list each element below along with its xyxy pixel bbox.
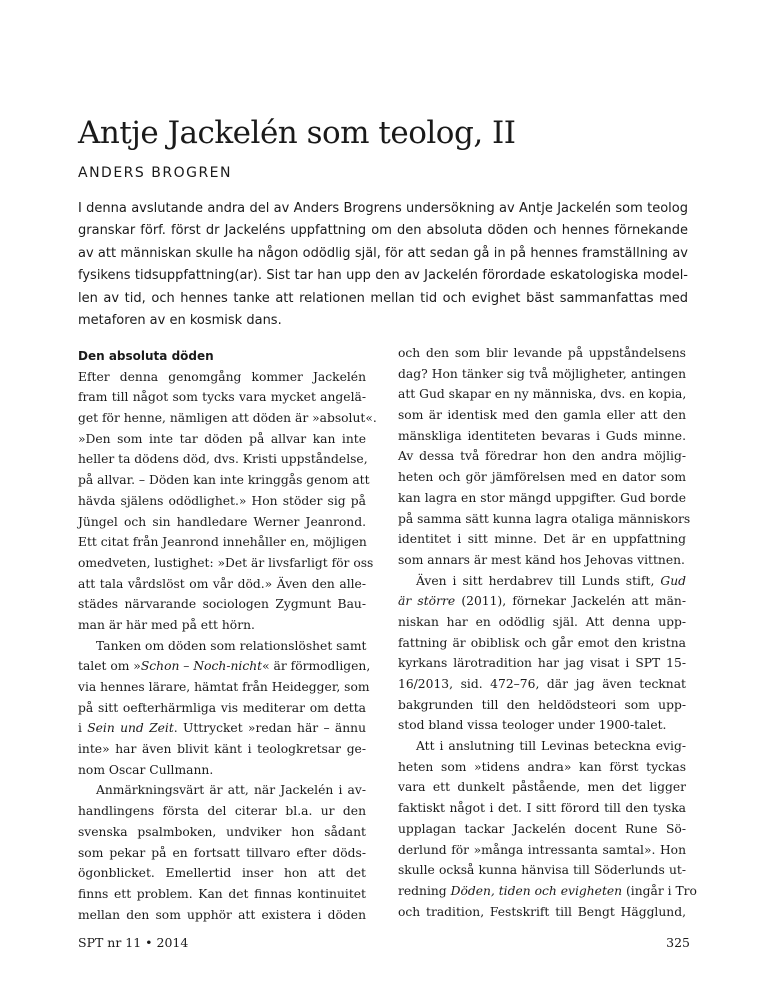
text-line: Anmärkningsvärt är att, när Jackelén i av-: [96, 783, 366, 798]
abstract-line: granskar förf. först dr Jackeléns uppfattning om den absoluta döden och hennes förnekande: [78, 223, 688, 239]
abstract-line: I denna avslutande andra del av Anders Brogrens undersökning av Antje Jackelén som teolog: [78, 201, 688, 216]
text-line: skulle också kunna hänvisa till Söderlunds ut-: [398, 863, 686, 878]
text-line: Av dessa två föredrar hon den andra möjlig-: [398, 449, 686, 464]
abstract-line: metaforen av en kosmisk dans.: [78, 312, 282, 328]
left-column: [78, 346, 377, 925]
text-line: ögonblicket. Emellertid inser hon att det: [78, 866, 366, 881]
text-line: upplagan tackar Jackelén docent Rune Sö-: [398, 821, 686, 836]
journal-issue: SPT nr 11 • 2014: [78, 935, 189, 950]
text-line: att tala vårdslöst om vår död.» Även den alle-: [78, 576, 366, 591]
text-line: via hennes lärare, hämtat från Heidegger, som: [78, 680, 370, 694]
text-line: get för henne, nämligen att döden är »absolut«.: [78, 411, 377, 426]
text-line: finns ett problem. Kan det finnas kontinuitet: [78, 886, 366, 901]
text-line: redning Döden, tiden och evigheten (ingår i Tro: [398, 883, 697, 898]
text-line: svenska psalmboken, undviker hon sådant: [78, 824, 366, 839]
text-line: Jüngel och sin handledare Werner Jeanrond.: [78, 514, 366, 529]
text-line: kyrkans lärotradition har jag visat i SPT 15-: [398, 656, 686, 671]
text-line: som annars är mest känd hos Jehovas vittnen.: [398, 552, 685, 567]
text-line: på allvar. – Döden kan inte kringgås genom att: [78, 473, 370, 488]
text-line: vara ett dunkelt påstående, men det ligger: [398, 780, 686, 795]
text-line: på sitt oefterhärmliga vis mediterar om detta: [78, 700, 366, 715]
text-line: Tanken om döden som relationslöshet samt: [96, 638, 367, 653]
text-line: och den som blir levande på uppståndelsens: [398, 346, 686, 360]
text-line: som är identisk med den gamla eller att den: [398, 408, 686, 423]
text-line: heten och gör jämförelsen med en dator som: [398, 470, 686, 485]
text-line: på samma sätt kunna lagra otaliga människors: [398, 511, 691, 526]
text-line: bakgrunden till den heldödsteori som upp-: [398, 697, 686, 712]
text-line: niskan har en odödlig själ. Att denna upp-: [398, 614, 686, 629]
text-line: Efter denna genomgång kommer Jackelén: [78, 369, 366, 384]
page-number: 325: [666, 935, 690, 950]
text-line: i Sein und Zeit. Uttrycket »redan här – ännu: [78, 721, 366, 736]
text-line: dag? Hon tänker sig två möjligheter, antingen: [398, 366, 686, 381]
text-line: fattning är obiblisk och går emot den kristna: [398, 635, 686, 650]
text-line: derlund för »många intressanta samtal». Hon: [398, 842, 686, 857]
text-line: kan lagra en stor mängd uppgifter. Gud borde: [398, 490, 686, 505]
abstract-line: fysikens tidsuppfattning(ar). Sist tar han upp den av Jackelén förordade eskatologiska model-: [78, 268, 688, 284]
text-line: att Gud skapar en ny människa, dvs. en kopia,: [398, 387, 687, 402]
text-line: 16/2013, sid. 472–76, där jag även tecknat: [398, 677, 686, 691]
text-line: fram till något som tycks vara mycket angelä-: [78, 390, 366, 405]
text-line: faktiskt något i det. I sitt förord till den tyska: [398, 801, 686, 816]
text-line: Ett citat från Jeanrond innehåller en, möjligen: [78, 535, 367, 550]
text-line: städes närvarande sociologen Zygmunt Bau-: [78, 597, 366, 612]
section-heading: Den absoluta döden: [78, 349, 214, 363]
article-title: Antje Jackelén som teolog, II: [78, 115, 516, 151]
article-abstract: [78, 198, 688, 332]
text-line: Att i anslutning till Levinas beteckna evig-: [416, 739, 686, 754]
text-line: Även i sitt herdabrev till Lunds stift, Gud: [416, 573, 686, 588]
text-line: handlingens första del citerar bl.a. ur den: [78, 804, 366, 819]
text-line: som pekar på en fortsatt tillvaro efter döds-: [78, 845, 366, 860]
text-line: inte» har även blivit känt i teologkretsar ge-: [78, 742, 366, 757]
text-line: heller ta dödens död, dvs. Kristi uppståndelse,: [78, 452, 368, 467]
text-line: omedveten, lustighet: »Det är livsfarligt för oss: [78, 555, 374, 570]
text-line: nom Oscar Cullmann.: [78, 762, 214, 777]
article-author: ANDERS BROGREN: [78, 165, 232, 181]
abstract-line: av att människan skulle ha någon odödlig själ, för att sedan gå in på hennes framställning av: [78, 245, 688, 261]
right-column: [398, 343, 697, 922]
text-line: hävda själens odödlighet.» Hon stöder sig på: [78, 493, 366, 508]
text-line: talet om »Schon – Noch-nicht« är förmodligen,: [78, 659, 371, 674]
text-line: man är här med på ett hörn.: [78, 617, 255, 632]
text-line: identitet i sitt minne. Det är en uppfattning: [398, 532, 686, 547]
text-line: mellan den som upphör att existera i döden: [78, 907, 366, 922]
text-line: och tradition, Festskrift till Bengt Hägglund,: [398, 904, 686, 919]
text-line: är större (2011), förnekar Jackelén att män-: [398, 594, 686, 609]
text-line: stod bland vissa teologer under 1900-talet.: [398, 718, 667, 733]
text-line: mänskliga identiteten bevaras i Guds minne.: [398, 428, 686, 443]
text-line: heten som »tidens andra» kan först tyckas: [398, 759, 686, 774]
text-line: »Den som inte tar döden på allvar kan inte: [78, 431, 366, 446]
abstract-line: len av tid, och hennes tanke att relationen mellan tid och evighet bäst sammanfattas med: [78, 290, 688, 306]
